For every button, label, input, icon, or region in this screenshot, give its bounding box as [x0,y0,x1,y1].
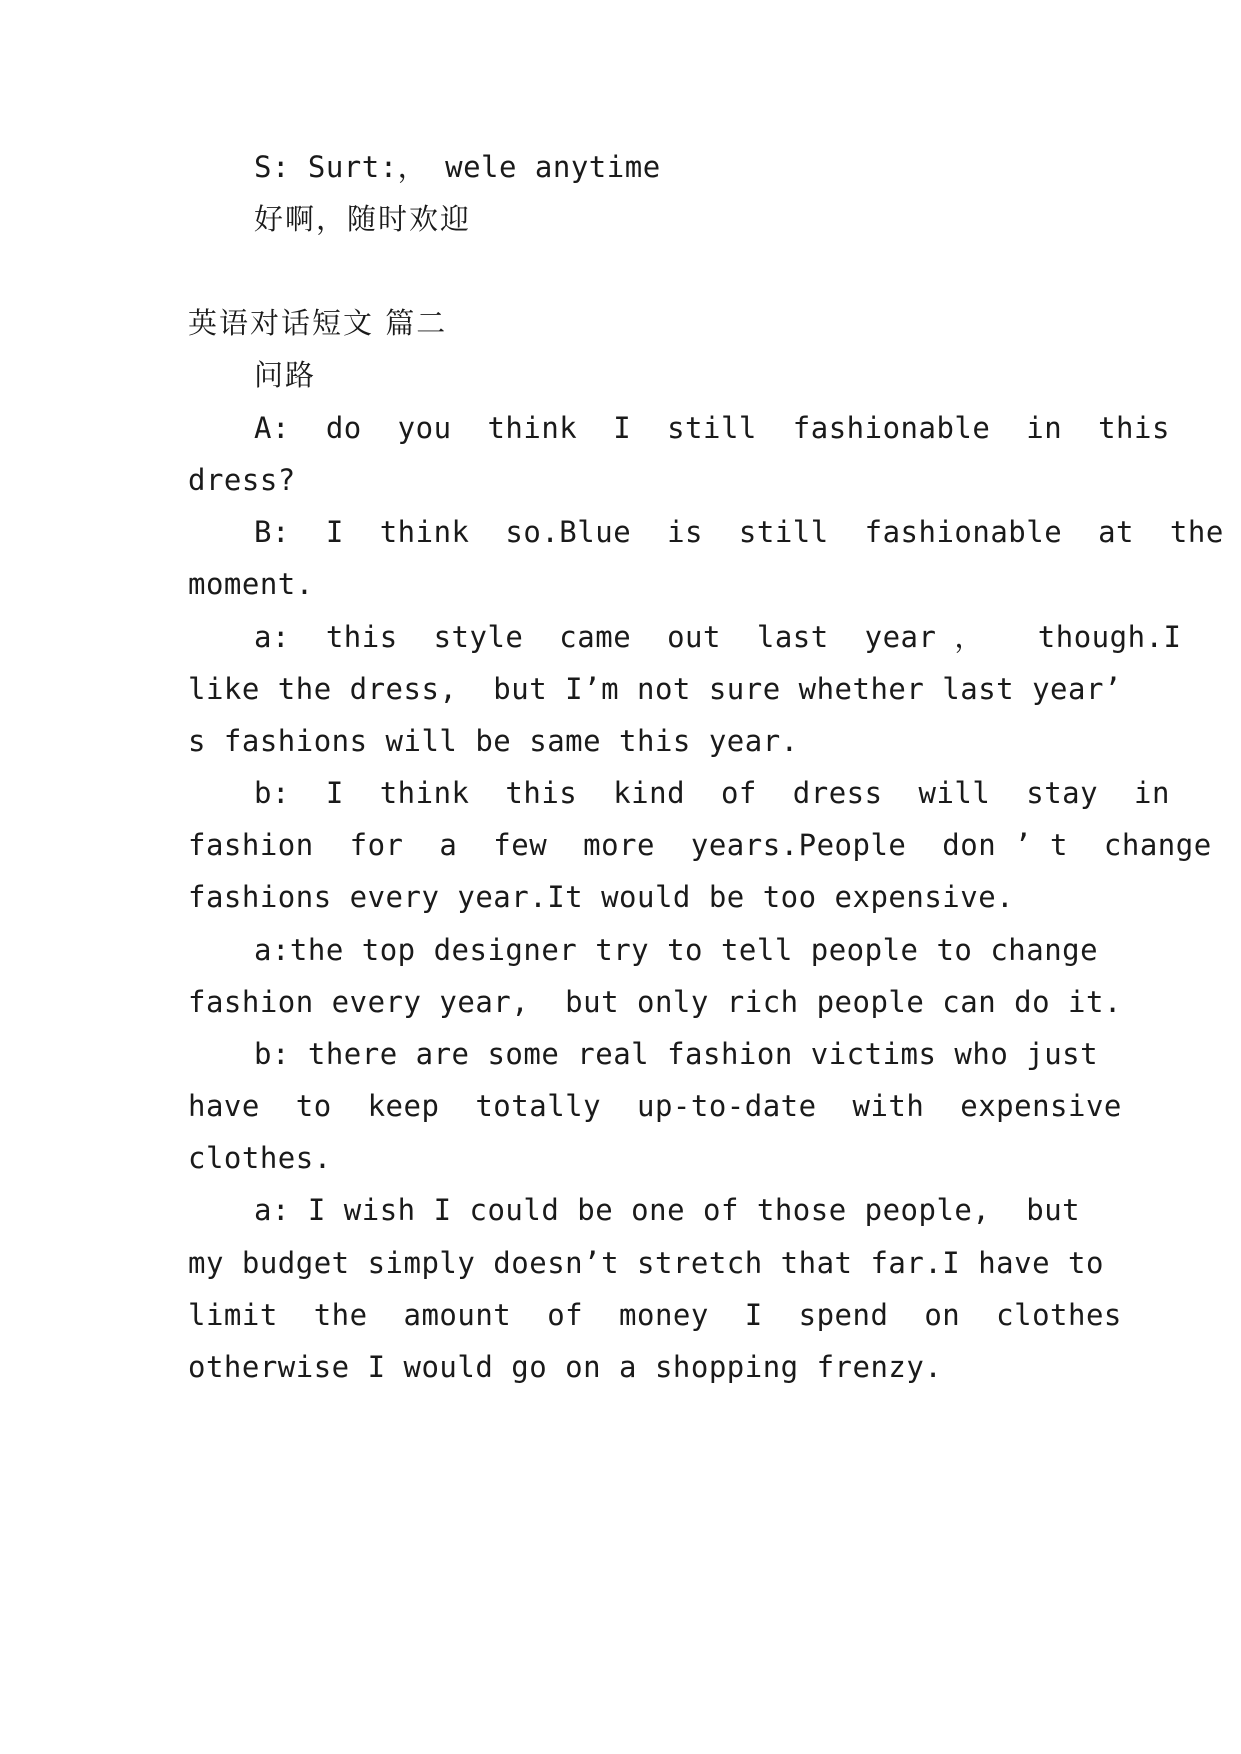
dialogue-line: otherwise I would go on a shopping frenzy. [188,1350,943,1384]
dialogue-line: clothes. [188,1141,332,1175]
dialogue-line: A: do you think I still fashionable in this [254,411,1170,445]
dialogue-line: moment. [188,567,314,601]
dialogue-line: a:the top designer try to tell people to change [254,933,1099,967]
intro-line-english: S: Surt:， wele anytime [254,150,661,184]
dialogue-line: dress? [188,463,296,497]
dialogue-line: b: I think this kind of dress will stay in [254,776,1170,810]
dialogue-line: my budget simply doesn’t stretch that far.I have to [188,1246,1104,1280]
dialogue-line: fashions every year.It would be too expensive. [188,880,1015,914]
dialogue-line: fashion for a few more years.People don ’ t change [188,828,1212,862]
dialogue-line: a: this style came out last year ， though.I [254,620,1182,654]
dialogue-line: have to keep totally up-to-date with expensive [188,1089,1122,1123]
intro-line-chinese: 好啊，随时欢迎 [254,202,472,236]
dialogue-line: b: there are some real fashion victims who just [254,1037,1099,1071]
dialogue-line: B: I think so.Blue is still fashionable at the [254,515,1224,549]
dialogue-line: limit the amount of money I spend on clothes [188,1298,1122,1332]
section-subheading: 问路 [254,358,317,392]
dialogue-line: fashion every year, but only rich people can do it. [188,985,1122,1019]
dialogue-line: like the dress, but I’m not sure whether last year’ [188,672,1122,706]
dialogue-line: a: I wish I could be one of those people, but [254,1193,1081,1227]
dialogue-line: s fashions will be same this year. [188,724,799,758]
section-heading: 英语对话短文 篇二 [188,306,448,340]
